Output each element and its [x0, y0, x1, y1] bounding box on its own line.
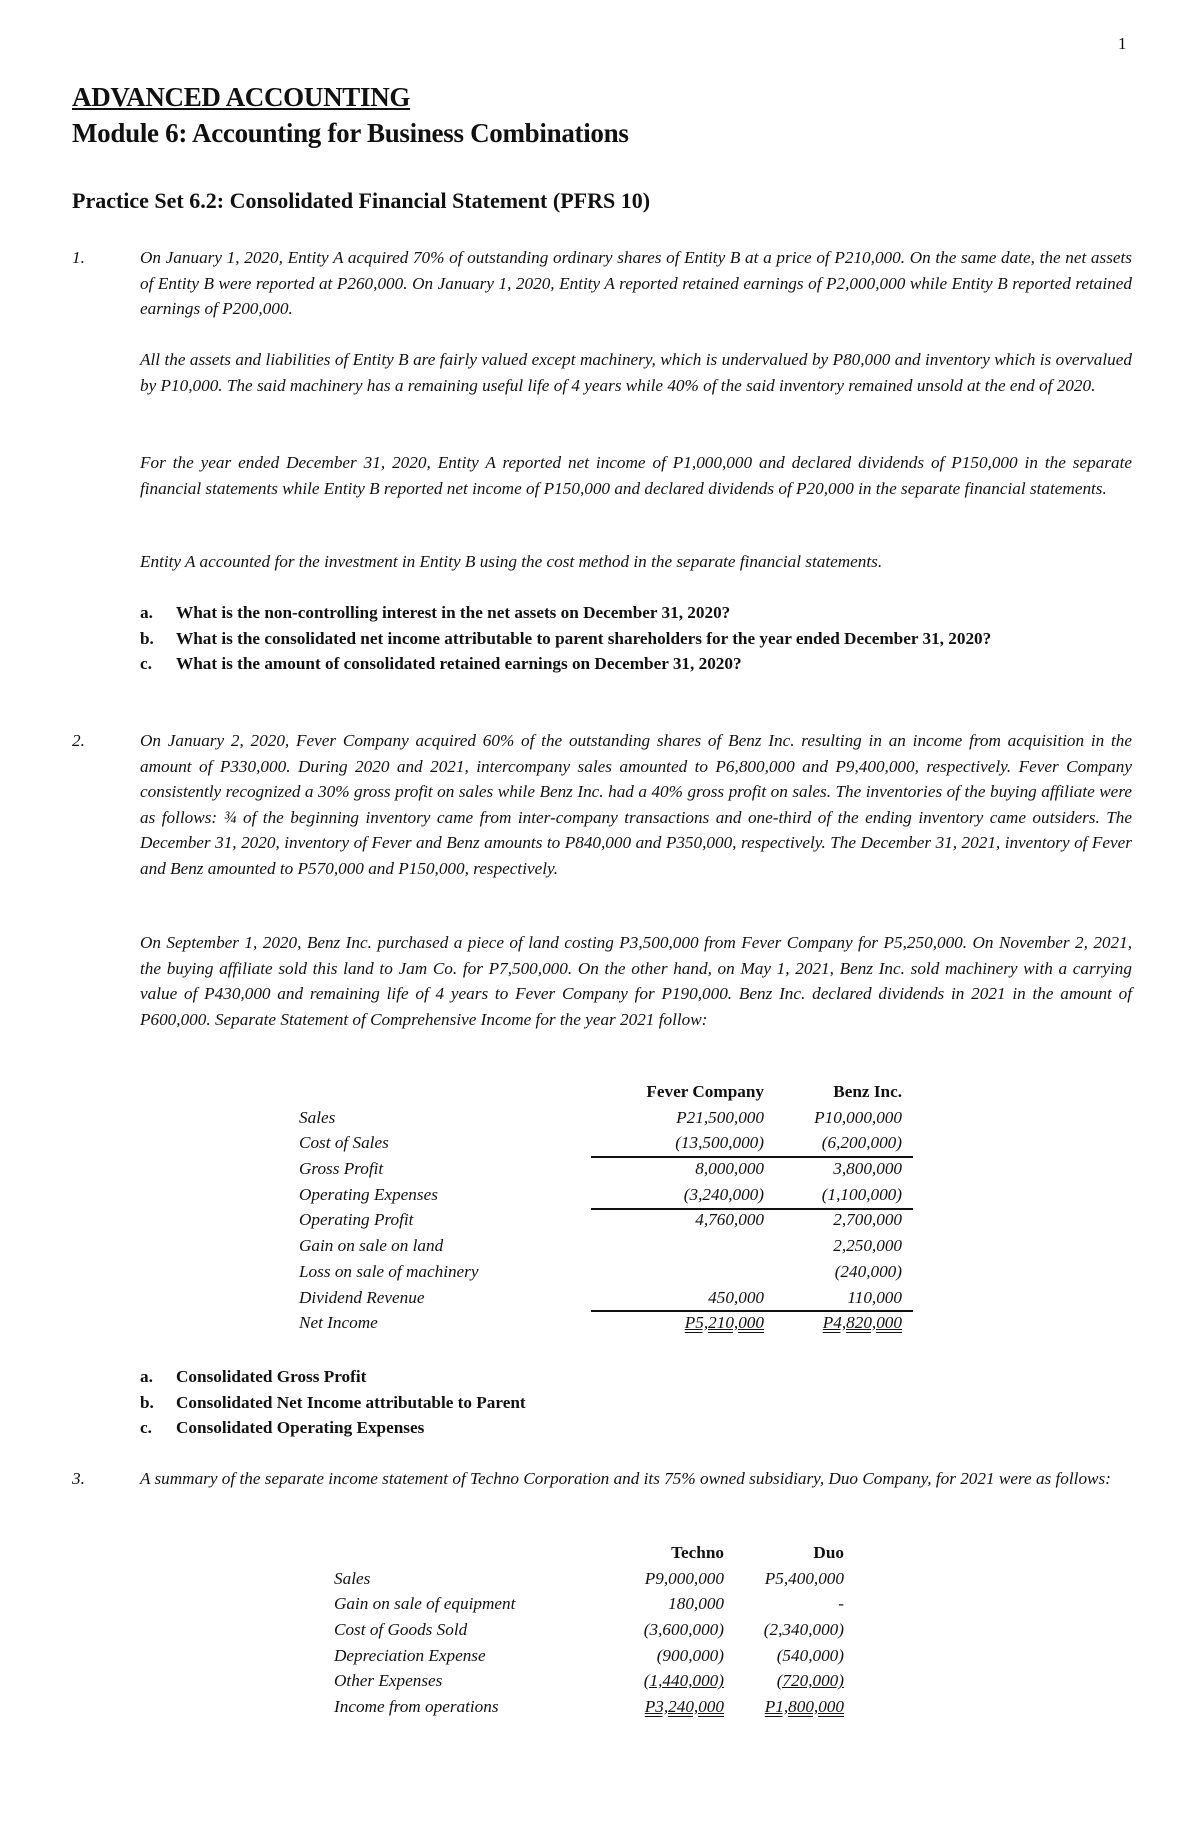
table-row — [334, 1566, 874, 1592]
row-value: (1,100,000) — [821, 1184, 902, 1204]
income-statement-table-2 — [299, 1079, 919, 1336]
document-title: ADVANCED ACCOUNTING — [72, 82, 411, 112]
table-row — [299, 1207, 919, 1233]
question-item — [140, 626, 1132, 652]
row-label: Operating Profit — [299, 1210, 414, 1230]
problem-2 — [72, 728, 1132, 882]
row-value: P4,820,000 — [822, 1313, 902, 1333]
table-row — [299, 1259, 919, 1285]
question-item — [140, 1364, 1132, 1390]
row-label: Depreciation Expense — [334, 1645, 486, 1665]
row-value: (540,000) — [776, 1645, 844, 1665]
row-value: (240,000) — [834, 1261, 902, 1281]
problem-paragraph: For the year ended December 31, 2020, Entity A reported net income of P1,000,000 and declared dividends of P150,000 in the separate financial statements while Entity B reported net income of P150,000 and declared dividends of P20,000 in the separate financial statements. — [140, 453, 1132, 498]
table-row — [299, 1233, 919, 1259]
question-letter: a. — [140, 603, 153, 622]
row-value: (13,500,000) — [675, 1133, 764, 1153]
row-label: Net Income — [299, 1313, 378, 1333]
table-header-row — [299, 1079, 919, 1105]
row-value: (900,000) — [656, 1645, 724, 1665]
row-value: P3,240,000 — [644, 1697, 724, 1717]
table-row — [334, 1591, 874, 1617]
problem-paragraph: On September 1, 2020, Benz Inc. purchased a piece of land costing P3,500,000 from Fever Company for P5,250,000. On November 2, 2021, the buying affiliate sold this land to Jam Co. for P7,500,000. On the other hand, on May 1, 2021, Benz Inc. sold machinery with a carrying value of P430,000 and remaining life of 4 years to Fever Company for P190,000. Benz Inc. declared dividends in 2021 in the amount of P600,000. Separate Statement of Comprehensive Income for the year 2021 follow: — [140, 933, 1132, 1029]
table-row — [334, 1668, 874, 1694]
problem-paragraph: On January 1, 2020, Entity A acquired 70% of outstanding ordinary shares of Entity B at a price of P210,000. On the same date, the net assets of Entity B were reported at P260,000. On January 1, 2020, Entity A reported retained earnings of P2,000,000 while Entity B reported retained earnings of P200,000. — [140, 248, 1132, 319]
question-item — [140, 600, 1132, 626]
row-value: P21,500,000 — [676, 1107, 764, 1127]
row-label: Other Expenses — [334, 1671, 443, 1691]
row-label: Gross Profit — [299, 1159, 384, 1179]
row-label: Operating Expenses — [299, 1184, 438, 1204]
table-row — [299, 1182, 919, 1208]
question-letter: b. — [140, 1392, 154, 1412]
question-text: Consolidated Operating Expenses — [176, 1418, 425, 1438]
question-text: Consolidated Net Income attributable to Parent — [176, 1392, 526, 1412]
table-row — [334, 1617, 874, 1643]
question-text: Consolidated Gross Profit — [176, 1367, 367, 1386]
question-letter: a. — [140, 1367, 153, 1386]
page-number: 1 — [1118, 34, 1127, 53]
row-label: Cost of Sales — [299, 1133, 389, 1153]
row-value: (2,340,000) — [763, 1620, 844, 1640]
subtotal-rule — [591, 1310, 913, 1312]
problem-1 — [72, 245, 1132, 322]
problem-number: 3. — [72, 1469, 85, 1488]
row-value: P9,000,000 — [644, 1568, 724, 1588]
module-title: Module 6: Accounting for Business Combinations — [72, 118, 629, 148]
table-row — [299, 1310, 919, 1336]
row-value: 110,000 — [847, 1287, 902, 1307]
row-label: Sales — [334, 1568, 371, 1588]
problem-number: 2. — [72, 731, 85, 750]
row-value: (6,200,000) — [821, 1133, 902, 1153]
row-value: P5,210,000 — [684, 1313, 764, 1333]
question-letter: c. — [140, 654, 152, 674]
row-value: P1,800,000 — [764, 1697, 844, 1717]
column-header: Benz Inc. — [833, 1082, 902, 1101]
question-text: What is the non-controlling interest in the net assets on December 31, 2020? — [176, 603, 731, 622]
problem-paragraph: Entity A accounted for the investment in Entity B using the cost method in the separate financial statements. — [140, 552, 883, 571]
question-letter: c. — [140, 1418, 152, 1438]
row-label: Sales — [299, 1107, 336, 1127]
practice-set-title: Practice Set 6.2: Consolidated Financial Statement (PFRS 10) — [72, 188, 651, 213]
question-item — [140, 1415, 1132, 1441]
table-row — [299, 1285, 919, 1311]
row-label: Dividend Revenue — [299, 1287, 425, 1307]
problem-1-questions — [140, 600, 1132, 677]
row-value: - — [838, 1594, 844, 1614]
problem-paragraph: A summary of the separate income statement of Techno Corporation and its 75% owned subsidiary, Duo Company, for 2021 were as follows: — [140, 1469, 1111, 1488]
table-row — [334, 1694, 874, 1720]
table-header-row — [334, 1540, 874, 1566]
table-row — [299, 1156, 919, 1182]
row-value: 180,000 — [668, 1594, 724, 1614]
row-label: Income from operations — [334, 1697, 499, 1717]
row-label: Loss on sale of machinery — [299, 1261, 479, 1281]
row-value: 450,000 — [708, 1287, 764, 1307]
column-header: Techno — [671, 1543, 724, 1562]
row-value: (3,240,000) — [683, 1184, 764, 1204]
row-label: Gain on sale on land — [299, 1236, 444, 1256]
problem-paragraph: On January 2, 2020, Fever Company acquired 60% of the outstanding shares of Benz Inc. resulting in an income from acquisition in the amount of P330,000. During 2020 and 2021, intercompany sales amounted to P6,800,000 and P9,400,000, respectively. Fever Company consistently recognized a 30% gross profit on sales while Benz Inc. had a 40% gross profit on sales. The inventories of the buying affiliate were as follows: ¾ of the beginning inventory came from inter-company transactions and one-third of the ending inventory came outsiders. The December 31, 2020, inventory of Fever and Benz amounts to P840,000 and P350,000, respectively. The December 31, 2021, inventory of Fever and Benz amounted to P570,000 and P150,000, respectively. — [140, 731, 1132, 878]
problem-number: 1. — [72, 248, 85, 267]
row-label: Cost of Goods Sold — [334, 1620, 468, 1640]
subtotal-rule — [591, 1156, 913, 1158]
question-text: What is the amount of consolidated retained earnings on December 31, 2020? — [176, 654, 742, 674]
column-header: Duo — [813, 1543, 844, 1562]
row-value: P10,000,000 — [814, 1107, 902, 1127]
row-value: (3,600,000) — [643, 1620, 724, 1640]
column-header: Fever Company — [646, 1082, 764, 1101]
income-statement-table-3 — [334, 1540, 874, 1720]
table-row — [334, 1643, 874, 1669]
row-value: 3,800,000 — [833, 1159, 902, 1179]
question-item — [140, 651, 1132, 677]
row-value: (1,440,000) — [643, 1671, 724, 1691]
row-value: 2,700,000 — [833, 1210, 902, 1230]
problem-3 — [72, 1466, 1132, 1492]
subtotal-rule — [591, 1208, 913, 1210]
question-item — [140, 1390, 1132, 1416]
row-value: 8,000,000 — [695, 1159, 764, 1179]
table-row — [299, 1105, 919, 1131]
question-letter: b. — [140, 628, 154, 648]
row-value: (720,000) — [776, 1671, 844, 1691]
question-text: What is the consolidated net income attributable to parent shareholders for the year ended December 31, 2020? — [176, 628, 992, 648]
table-row — [299, 1130, 919, 1156]
row-label: Gain on sale of equipment — [334, 1594, 516, 1614]
problem-2-questions — [140, 1364, 1132, 1441]
row-value: P5,400,000 — [764, 1568, 844, 1588]
row-value: 4,760,000 — [695, 1210, 764, 1230]
problem-paragraph: All the assets and liabilities of Entity B are fairly valued except machinery, which is undervalued by P80,000 and inventory which is overvalued by P10,000. The said machinery has a remaining useful life of 4 years while 40% of the said inventory remained unsold at the end of 2020. — [140, 350, 1132, 395]
row-value: 2,250,000 — [833, 1236, 902, 1256]
